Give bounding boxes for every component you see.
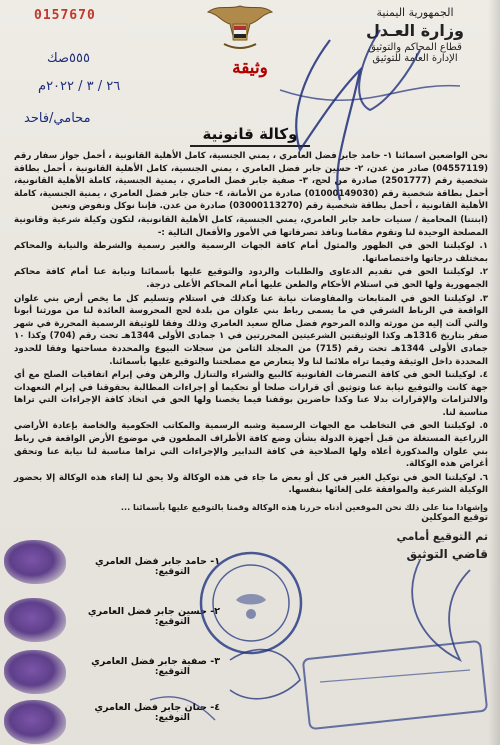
signature-label: التوقيع: xyxy=(154,667,190,677)
notary-label: قاضي التوثيق xyxy=(406,547,488,561)
handwritten-line-3: محامي/فاحد xyxy=(24,111,91,126)
handwritten-line-1: ٥٥٥صك xyxy=(47,51,90,66)
signatory-name: ١- حامد جابر فضل العامري xyxy=(95,556,220,567)
notary-box-title: تم التوقيع أمامي xyxy=(396,530,488,543)
rectangular-stamp xyxy=(300,640,490,740)
appoint-paragraph: (ابنتنا) المحامية / سنيات حامد جابر العامري، يمني الجنسية، كامل الأهلية القانونية، لتكون وكيلة شرعية وقانونية المصلحة الوحيدة لنا وتقوم مقامنا ونافذ تصرفاتها في الأمور والأفعال التالية :- xyxy=(14,214,488,238)
clause-1: ١. لوكيلتنا الحق في الظهور والمثول أمام كافة الجهات الرسمية والغير رسمية والشرطة والنيابة والمحاكم بمختلف درجاتها واختصاصاتها. xyxy=(14,241,488,264)
sector-name: قطاع المحاكم والتوثيق xyxy=(368,42,462,53)
page-edge-shadow xyxy=(488,0,500,745)
signature-label: التوقيع: xyxy=(154,567,190,577)
signatory-row xyxy=(30,606,220,627)
agency-body xyxy=(14,150,488,498)
intro-paragraph: نحن الواضعين اسمائنا ١- حامد جابر فضل العامري ، يمني الجنسية، كامل الأهلية القانونية ، أحمل جواز سفار رقم (04557119) صادر من عدن، ٢- حسين جابر فضل العامري ، يمني الجنسية، كامل الأهلية القانونية ، أحمل بطاقة شخصية رقم (2501777) صادرة من لحج، ٣- صفية جابر فضل العامري ، يمنية الجنسية، كاملة الأهلية القانونية، أحمل بطاقة شخصية رقم (01000149030) صادرة من الأمانة، ٤- حنان جابر فضل العامري ، يمنية الجنسية، كاملة الأهلية القانونية ، أحمل بطاقة شخصية رقم (03000113270) صادرة من عدن. فإننا نوكل ونفوض ونعين xyxy=(14,151,488,212)
signatory-row xyxy=(30,656,220,677)
signatory-name: ٤- حنان جابر فضل العامري xyxy=(94,702,220,713)
clause-2: ٢. لوكيلتنا الحق في تقديم الدعاوى والطلبات والردود والتوقيع عليها بأسمائنا ونيابة عنا أمام كافة محاكم الجمهورية ولها الحق في استلام الأحكام والطعن عليها أمام المحاكم الأعلى درجة. xyxy=(14,267,488,290)
signatory-row xyxy=(30,702,220,723)
clause-6: ٦. لوكيلتنا الحق في توكيل الغير في كل أو بعض ما جاء في هذه الوكالة ولا يحق لنا إلغاء هذه الوكالة إلا بحضور الوكيلة الشرعية والموافقة على إلغائها بنفسها. xyxy=(14,472,488,496)
republic-name: الجمهورية اليمنية xyxy=(376,6,454,19)
document-title: وثيقة xyxy=(232,58,268,78)
handwritten-line-2: ٢٦ / ٣ / ٢٠٢٢م xyxy=(38,79,121,94)
closing-line: وإشهادا منا على ذلك نحن الموقعين أدناه حررنا هذه الوكالة وقمنا بالتوقيع عليها بأسمائنا ... xyxy=(120,502,488,512)
closing-block xyxy=(14,502,488,524)
notary-box xyxy=(338,530,488,561)
yemen-eagle-emblem xyxy=(200,0,280,55)
serial-number: 0157670 xyxy=(34,8,96,23)
ministry-name: وزارة العـدل xyxy=(366,21,464,40)
clause-5: ٥. لوكيلتنا الحق في التخاطب مع الجهات الرسمية وشبه الرسمية والمكاتب الحكومية والخاصة بإعادة الأراضي الزراعية المستغلة من قبل أجهزة الدولة بشأن وضع كافة الأطراف المطعون في موضوع الأرض الواقعة في رباط بني علوان والمذكورة أعلاه ولها الصلاحية في كافة التدابير والإجراءات التي تراها مناسبة لنا نيابة عنا وتحقق أغراض هذه الوكالة. xyxy=(14,421,488,470)
signatory-name: ٢- حسين جابر فضل العامري xyxy=(87,606,220,617)
agency-title: وكالة قانونية xyxy=(150,125,350,147)
clause-4: ٤. لوكيلتنا الحق في كافة التصرفات القانونية كالبيع والشراء والتنازل والرهن وفي إبرام اتفاقيات الصلح مع أي جهة كانت والتوقيع نيابة عنا وتوثيق أي قرارات صلحا أو تحكيما أو إجراءات المطالبة بحقوقنا في إبرام التعهدات والالتزامات والإقرارات بدلا عنا وكذا حاضرين بوقفنا فيما يخصنا ولها الحق في اتخاذ كافة الإجراءات التي تراها مناسبة لنا. xyxy=(14,370,488,418)
handwritten-note xyxy=(18,46,138,136)
department-name: الإدارة العامة للتوثيق xyxy=(372,53,458,64)
signatories-section-title: توقيع الموكلين xyxy=(421,513,488,523)
signature-label: التوقيع: xyxy=(154,713,190,723)
signatory-row xyxy=(30,556,220,577)
official-round-stamp xyxy=(196,548,306,658)
signature-label: التوقيع: xyxy=(154,617,190,627)
header-ministry-block xyxy=(340,6,490,64)
signatory-name: ٣- صفية جابر فضل العامري xyxy=(91,656,220,667)
clause-3: ٣. لوكيلتنا الحق في المتابعات والمفاوضات نيابة عنا وكذلك في استلام وتسليم كل ما يخص أرض بني علوان الواقعة في الرباط الشرقي في ما يسمى رباط بني علوان من بلدة لحج المحروسة العائدة لنا من مورثنا أبونا والتي آلت إليه من مورثه والده المرحوم فضل صالح سعيد العامري وذلك وفقا للوثيقة الرسمية المحررة في شهر صفر بتاريخ 1316هـ وكذا الوثيقتين الشرعيتين المحررتين في ١ جمادى الأولى 1344هـ تحت رقم (704) وكذا ١٠ جمادى الأولى 1344هـ تحت رقم (715) من المجلد الثامن من سجلات البيوع والمحددة مساحتها وفقا للحدود المحددة داخل الوثيقة وفيما تراه ملائما لنا ولا يتعارض مع مصلحتنا والتوقيع عليها بأسمائنا. xyxy=(14,293,489,367)
